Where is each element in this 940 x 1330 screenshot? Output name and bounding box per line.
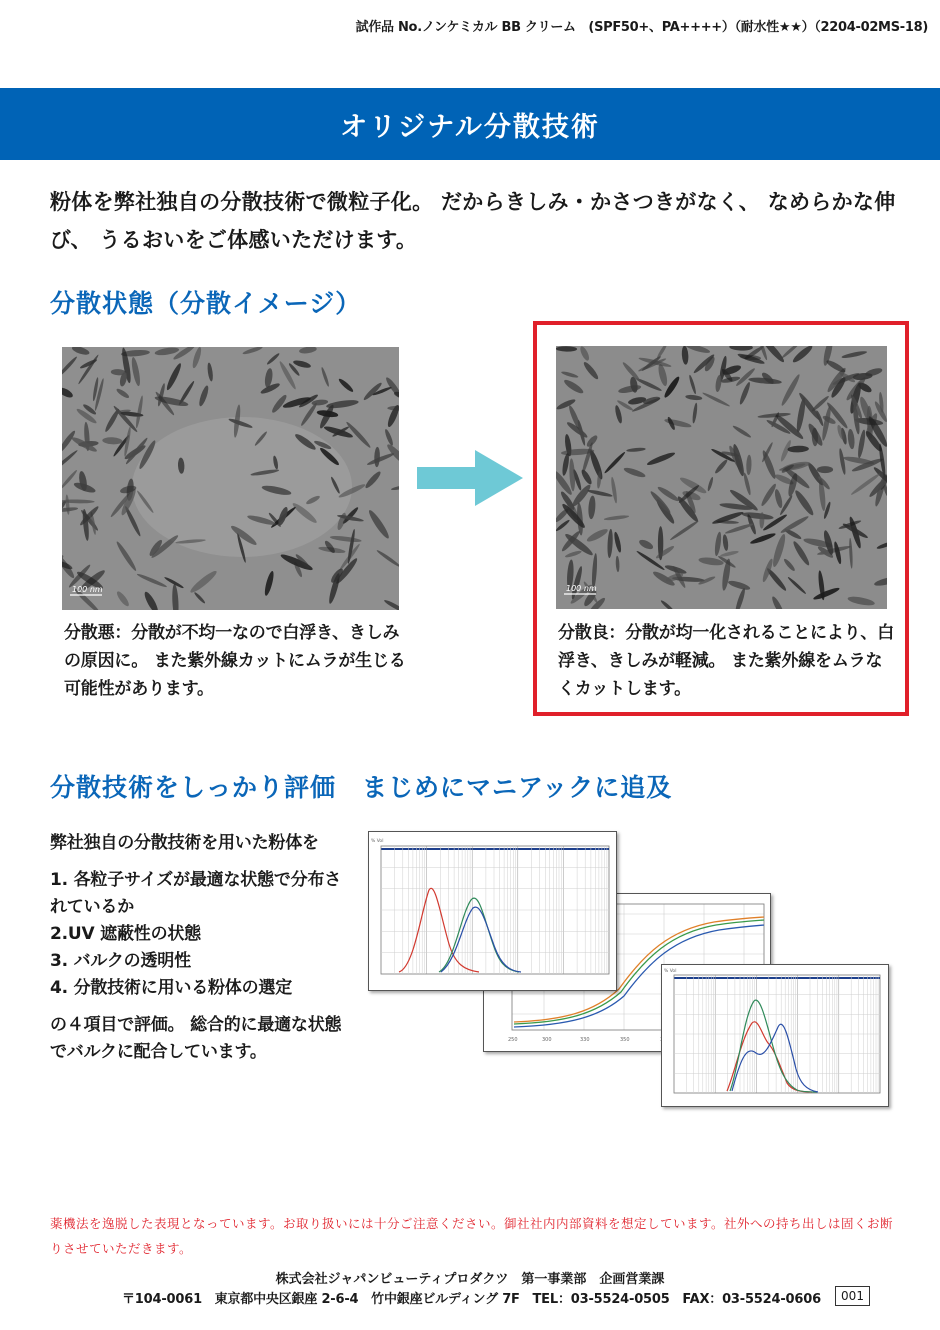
company-address: 〒104-0061 東京都中央区銀座 2-6-4 竹中銀座ビルディング 7F TEL：03-5524-0505 FAX：03-5524-0606 <box>122 1292 821 1307</box>
good-dispersion-caption: 分散良：分散が均一化されることにより、白浮き、きしみが軽減。 また紫外線をムラなくカットします。 <box>558 623 894 699</box>
svg-text:% Vol: % Vol <box>664 969 677 974</box>
document-header: 試作品 No.ノンケミカル BB クリーム (SPF50+、PA++++）（耐水性★★）（2204-02MS-18) <box>355 20 928 35</box>
poor-dispersion-micrograph <box>62 347 399 610</box>
intro-text: 粉体を弊社独自の分散技術で微粒子化。 だからきしみ・かさつきがなく、 なめらかな伸び、 うるおいをご体感いただけます。 <box>50 190 896 252</box>
particle-size-distribution-graph-1 <box>368 831 617 991</box>
svg-text:350: 350 <box>620 1037 630 1043</box>
evaluation-item-1: 1. 各粒子サイズが最適な状態で分布されているか <box>50 870 342 917</box>
evaluation-lead: 弊社独自の分散技術を用いた粉体を <box>50 833 319 853</box>
page-number: 001 <box>835 1286 870 1306</box>
evaluation-text <box>50 830 350 1066</box>
scale-bar-label: 100 nm <box>566 584 597 593</box>
right-arrow-icon <box>417 448 525 508</box>
svg-text:% Vol: % Vol <box>371 839 384 844</box>
svg-text:300: 300 <box>542 1037 552 1043</box>
good-dispersion-highlight-frame <box>533 321 909 716</box>
evaluation-item-4: 4. 分散技術に用いる粉体の選定 <box>50 978 293 998</box>
poor-dispersion-caption: 分散悪：分散が不均一なので白浮き、きしみの原因に。 また紫外線カットにムラが生じる可能性があります。 <box>64 623 406 699</box>
title-banner: オリジナル分散技術 <box>0 88 940 160</box>
particle-size-distribution-graph-2 <box>661 964 889 1107</box>
evaluation-conclusion: の４項目で評価。 総合的に最適な状態でバルクに配合しています。 <box>50 1015 342 1062</box>
evaluation-item-2: 2.UV 遮蔽性の状態 <box>50 924 201 944</box>
poor-dispersion-image <box>62 347 399 610</box>
evaluation-heading: 分散技術をしっかり評価 まじめにマニアックに追及 <box>50 773 673 802</box>
legal-disclaimer: 薬機法を逸脱した表現となっています。お取り扱いには十分ご注意ください。御社社内内部資料を想定しています。社外への持ち出しは固くお断りさせていただきます。 <box>50 1216 894 1256</box>
dispersion-state-heading: 分散状態（分散イメージ） <box>50 289 362 318</box>
company-name: 株式会社ジャパンビューティプロダクツ 第一事業部 企画営業課 <box>275 1272 665 1287</box>
scale-bar-label: 100 nm <box>72 585 103 594</box>
evaluation-item-3: 3. バルクの透明性 <box>50 951 191 971</box>
svg-text:330: 330 <box>580 1037 590 1043</box>
svg-text:250: 250 <box>508 1037 518 1043</box>
